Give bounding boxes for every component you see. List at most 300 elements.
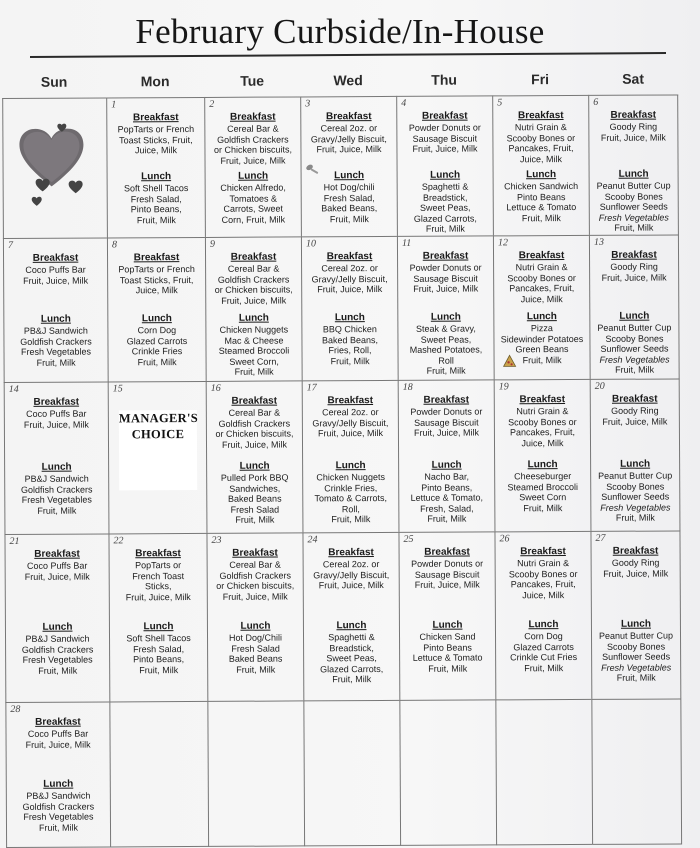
- day-cell: [399, 699, 496, 846]
- breakfast-item: Gravy/Jelly Biscuit,: [311, 273, 388, 284]
- lunch-item: Soft Shell Tacos: [126, 633, 191, 644]
- lunch-label: Lunch: [240, 620, 271, 632]
- breakfast-item: Fruit, Juice, Milk: [25, 739, 91, 750]
- breakfast-block: [497, 546, 590, 601]
- day-cell: [398, 379, 495, 532]
- breakfast-item: or Chicken biscuits,: [214, 284, 293, 296]
- day-number: 13: [593, 236, 604, 248]
- lunch-item: Lettuce & Tomato: [506, 202, 577, 213]
- lunch-block: [401, 619, 494, 674]
- lunch-label: Lunch: [526, 311, 557, 323]
- day-number: 19: [498, 381, 509, 393]
- lunch-block: [303, 170, 396, 225]
- breakfast-item: Powder Donuts or: [411, 558, 484, 569]
- breakfast-block: [593, 545, 679, 579]
- breakfast-item: or Chicken biscuits,: [213, 144, 293, 156]
- breakfast-block: [399, 250, 492, 294]
- breakfast-block: [591, 249, 677, 283]
- lunch-item: PB&J Sandwich: [25, 633, 90, 644]
- lunch-item: Tomatoes &: [229, 193, 278, 204]
- breakfast-item: Cereal Bar &: [229, 559, 281, 570]
- lunch-item: Peanut Butter Cup: [596, 180, 671, 191]
- lunch-item: Goldfish Crackers: [20, 336, 92, 347]
- breakfast-label: Breakfast: [133, 252, 180, 264]
- day-number: 23: [211, 534, 222, 546]
- day-number: 5: [497, 97, 503, 109]
- breakfast-label: Breakfast: [132, 112, 179, 124]
- lunch-item: Fruit, Milk: [236, 664, 276, 675]
- day-cell: [4, 533, 109, 702]
- breakfast-label: Breakfast: [520, 546, 566, 558]
- breakfast-item: Nutri Grain &: [515, 262, 568, 273]
- lunch-item: Sweet Peas,: [420, 334, 472, 345]
- lunch-block: [592, 458, 678, 523]
- weekday-mon: Mon: [140, 73, 170, 90]
- day-cell: [397, 235, 494, 380]
- breakfast-item: Sausage Biscuit: [414, 569, 480, 580]
- lunch-item: Fruit, Milk: [428, 663, 468, 674]
- breakfast-item: Fruit, Juice, Milk: [318, 580, 384, 591]
- lunch-item: Sunflower Seeds: [601, 491, 670, 503]
- breakfast-block: [109, 252, 204, 296]
- day-cell: [302, 380, 399, 533]
- breakfast-label: Breakfast: [518, 250, 565, 262]
- lunch-label: Lunch: [239, 460, 270, 472]
- breakfast-item: Nutri Grain &: [514, 122, 567, 133]
- breakfast-item: Toast Sticks, Fruit,: [119, 274, 194, 285]
- calendar-grid: [2, 58, 682, 848]
- lunch-item: Fresh Salad: [230, 504, 280, 515]
- lunch-block: [593, 618, 679, 683]
- lunch-item: Breadstick,: [329, 642, 374, 653]
- breakfast-item: Fruit, Juice, Milk: [317, 284, 383, 295]
- day-number: 11: [401, 237, 412, 249]
- lunch-item: Goldfish Crackers: [22, 801, 95, 812]
- breakfast-block: [108, 112, 203, 156]
- lunch-item: Fruit, Milk: [614, 222, 654, 234]
- breakfast-item: PopTarts or French: [117, 123, 195, 135]
- breakfast-block: [495, 250, 588, 305]
- lunch-block: [496, 459, 589, 514]
- lunch-block: [5, 313, 106, 368]
- weekday-wed: Wed: [333, 72, 363, 89]
- lunch-label: Lunch: [336, 620, 367, 632]
- lunch-item: Mashed Potatoes,: [409, 344, 483, 356]
- page-title: February Curbside/In-House: [135, 12, 545, 51]
- breakfast-item: Fruit, Juice, Milk: [412, 143, 478, 155]
- breakfast-label: Breakfast: [611, 249, 657, 261]
- breakfast-label: Breakfast: [325, 111, 372, 123]
- day-cell: [302, 532, 399, 701]
- breakfast-item: Fruit, Juice, Milk: [316, 144, 382, 155]
- lunch-item: Chicken Nuggets: [219, 324, 289, 335]
- breakfast-item: Juice, Milk: [521, 437, 564, 449]
- lunch-item: Lettuce & Tomato,: [410, 492, 484, 504]
- lunch-item: Peanut Butter Cup: [597, 322, 672, 333]
- weekday-tue: Tue: [240, 72, 265, 89]
- lunch-item: Hot Dog/Chili: [228, 632, 283, 643]
- breakfast-block: [400, 394, 493, 438]
- lunch-item: Fruit, Milk: [524, 662, 564, 674]
- lunch-item: PB&J Sandwich: [23, 325, 88, 336]
- day-cell: [396, 95, 493, 236]
- breakfast-item: Fruit, Juice, Milk: [24, 571, 90, 582]
- small-heart-icon: [69, 181, 83, 194]
- lunch-item: Fresh Salad,: [133, 643, 185, 654]
- day-cell: [207, 700, 304, 847]
- day-number: 8: [111, 239, 117, 251]
- breakfast-item: Nutri Grain &: [516, 406, 569, 417]
- lunch-item: Baked Beans: [227, 493, 282, 505]
- lunch-label: Lunch: [334, 170, 365, 182]
- breakfast-item: Fruit, Juice, Milk: [601, 272, 667, 283]
- heart-cluster-icon: [5, 118, 99, 208]
- breakfast-block: [206, 111, 299, 166]
- lunch-item: Fruit, Milk: [522, 354, 562, 366]
- breakfast-item: Pancakes, Fruit,: [508, 143, 574, 154]
- breakfast-item: Fruit, Juice, Milk: [23, 419, 89, 430]
- breakfast-item: Gravy/Jelly Biscuit,: [313, 569, 390, 580]
- breakfast-item: Gravy/Jelly Biscuit,: [312, 417, 389, 428]
- lunch-item: Sidewinder Potatoes: [500, 333, 584, 344]
- breakfast-item: Fruit, Juice, Milk: [603, 568, 669, 579]
- lunch-item: Pinto Beans: [423, 642, 472, 653]
- lunch-item: Fruit, Milk: [615, 512, 655, 524]
- day-cell: [107, 237, 206, 382]
- lunch-block: [591, 310, 677, 375]
- breakfast-label: Breakfast: [229, 111, 276, 123]
- lunch-item: Lettuce & Tomato: [412, 652, 483, 664]
- lunch-label: Lunch: [430, 311, 461, 323]
- lunch-item: Chicken Alfredo,: [220, 182, 286, 193]
- breakfast-block: [111, 548, 206, 603]
- day-cell: [492, 95, 589, 236]
- breakfast-item: Fruit, Juice, Milk: [222, 591, 288, 602]
- day-number: 25: [403, 533, 414, 545]
- weekday-thu: Thu: [431, 71, 457, 88]
- lunch-item: Fruit, Milk: [329, 213, 369, 225]
- small-heart-icon: [32, 197, 42, 206]
- managers-choice-box: [119, 410, 197, 490]
- breakfast-item: Cereal 2oz. or: [322, 559, 380, 570]
- lunch-item: Roll: [438, 355, 454, 366]
- lunch-item: Fresh Vegetables: [599, 354, 670, 365]
- day-cell: [106, 97, 205, 238]
- breakfast-item: Juice, Milk: [519, 153, 563, 165]
- lunch-item: Sunflower Seeds: [600, 343, 669, 355]
- lunch-block: [207, 312, 300, 377]
- lunch-label: Lunch: [620, 618, 651, 630]
- lunch-item: Pinto Beans,: [130, 204, 182, 215]
- breakfast-label: Breakfast: [32, 252, 79, 264]
- lunch-item: Fresh Vegetables: [601, 662, 672, 673]
- lunch-item: Steamed Broccoli: [218, 345, 290, 357]
- breakfast-label: Breakfast: [517, 110, 564, 122]
- breakfast-item: Fruit, Juice, Milk: [221, 439, 288, 450]
- lunch-block: [207, 170, 300, 225]
- breakfast-block: [305, 547, 398, 591]
- lunch-item: Fruit, Milk: [615, 364, 655, 376]
- breakfast-item: Goldfish Crackers: [217, 274, 290, 285]
- breakfast-item: or Chicken biscuits,: [215, 428, 294, 440]
- lunch-block: [6, 461, 107, 516]
- lunch-item: Glazed Carrots: [126, 335, 188, 346]
- breakfast-block: [401, 546, 494, 590]
- breakfast-label: Breakfast: [35, 716, 81, 728]
- day-number: 24: [307, 534, 318, 546]
- breakfast-item: Juice, Milk: [134, 145, 177, 156]
- lunch-block: [495, 169, 588, 224]
- breakfast-item: Nutri Grain &: [517, 558, 570, 569]
- lunch-item: Pinto Beans,: [421, 482, 473, 493]
- breakfast-item: Juice, Milk: [520, 293, 563, 305]
- lunch-item: Baked Beans,: [321, 334, 379, 345]
- lunch-item: Scooby Bones: [605, 333, 664, 344]
- day-number: 1: [111, 99, 117, 111]
- lunch-label: Lunch: [430, 169, 461, 181]
- breakfast-block: [5, 252, 106, 286]
- day-cell: [493, 235, 590, 380]
- breakfast-item: Fruit, Juice, Milk: [23, 275, 89, 286]
- day-cell: [206, 380, 303, 533]
- lunch-item: Fruit, Milk: [234, 366, 274, 378]
- day-cell: [303, 700, 400, 847]
- day-cell: [3, 237, 108, 382]
- lunch-label: Lunch: [141, 171, 172, 183]
- breakfast-item: Goody Ring: [609, 121, 658, 132]
- breakfast-label: Breakfast: [135, 548, 181, 560]
- breakfast-item: Scooby Bones or: [508, 416, 577, 427]
- breakfast-item: Cereal Bar &: [227, 263, 280, 274]
- breakfast-block: [6, 396, 107, 430]
- lunch-item: Sandwiches,: [229, 483, 281, 494]
- breakfast-label: Breakfast: [612, 545, 659, 557]
- breakfast-item: Pancakes, Fruit,: [509, 283, 575, 294]
- lunch-item: Corn, Fruit, Milk: [221, 214, 286, 225]
- day-cell: [5, 701, 110, 848]
- managers-choice-line1: MANAGER'S: [118, 410, 198, 426]
- breakfast-item: Goody Ring: [611, 557, 660, 568]
- lunch-block: [399, 311, 492, 376]
- lunch-item: Chicken Sandwich: [504, 180, 579, 192]
- breakfast-item: Scooby Bones or: [508, 568, 578, 579]
- breakfast-label: Breakfast: [232, 547, 278, 559]
- day-number: 21: [9, 535, 20, 547]
- breakfast-label: Breakfast: [231, 395, 278, 407]
- day-number: 6: [593, 96, 599, 108]
- breakfast-item: Powder Donuts or: [410, 406, 483, 417]
- lunch-item: Crinkle Fries,: [324, 482, 378, 493]
- lunch-block: [111, 621, 206, 676]
- day-cell: [494, 379, 591, 532]
- lunch-item: Scooby Bones: [607, 641, 666, 652]
- lunch-item: PB&J Sandwich: [26, 790, 91, 801]
- day-cell: [109, 701, 208, 848]
- lunch-block: [209, 620, 302, 675]
- lunch-label: Lunch: [141, 313, 172, 325]
- breakfast-item: Goldfish Crackers: [219, 570, 291, 581]
- breakfast-item: PopTarts or: [135, 560, 182, 571]
- breakfast-item: Fruit, Juice, Milk: [413, 283, 479, 295]
- lunch-item: Hot Dog/chili: [323, 182, 375, 193]
- lunch-item: Sweet Corn: [519, 492, 567, 503]
- day-number: 12: [497, 237, 508, 249]
- breakfast-item: Sticks,: [144, 581, 172, 592]
- lunch-label: Lunch: [431, 459, 462, 471]
- day-number: 20: [594, 380, 605, 392]
- lunch-item: Fruit, Milk: [521, 212, 561, 224]
- breakfast-block: [592, 393, 678, 427]
- lunch-label: Lunch: [40, 313, 71, 325]
- breakfast-block: [207, 251, 300, 306]
- day-cell: [301, 236, 398, 381]
- breakfast-item: Toast Sticks, Fruit,: [119, 134, 193, 145]
- lunch-item: Goldfish Crackers: [20, 484, 93, 495]
- lunch-label: Lunch: [143, 621, 174, 633]
- breakfast-block: [303, 251, 396, 295]
- day-cell: [588, 94, 679, 234]
- lunch-item: Sunflower Seeds: [602, 651, 671, 663]
- lunch-item: Fruit, Milk: [139, 664, 179, 676]
- day-number: 27: [595, 532, 606, 544]
- day-cell: [204, 96, 301, 237]
- lunch-item: Sweet Peas,: [326, 653, 377, 664]
- day-number: 2: [209, 98, 215, 110]
- breakfast-item: Goldfish Crackers: [218, 418, 291, 429]
- day-cell: [205, 236, 302, 381]
- lunch-item: Glazed Carrots,: [413, 213, 477, 224]
- breakfast-block: [496, 394, 589, 449]
- day-cell: [108, 533, 207, 702]
- weekday-sat: Sat: [622, 70, 645, 87]
- lunch-label: Lunch: [620, 458, 651, 470]
- lunch-item: Chicken Sand: [419, 631, 476, 642]
- breakfast-item: Coco Puffs Bar: [27, 728, 89, 739]
- lunch-item: Fruit, Milk: [38, 665, 78, 676]
- breakfast-item: Cereal Bar &: [228, 407, 281, 418]
- lunch-item: Nacho Bar,: [424, 471, 469, 482]
- managers-choice-line2: CHOICE: [131, 427, 185, 442]
- breakfast-item: Cereal 2oz. or: [322, 407, 379, 418]
- lunch-label: Lunch: [41, 461, 72, 473]
- lunch-item: Sweet Corn,: [229, 356, 279, 367]
- lunch-item: Fruit, Milk: [36, 357, 76, 368]
- lunch-item: Mac & Cheese: [224, 335, 284, 346]
- breakfast-label: Breakfast: [423, 394, 470, 406]
- breakfast-item: Fruit, Juice, Milk: [125, 591, 191, 603]
- lunch-item: Fruit, Milk: [426, 365, 466, 377]
- day-number: 3: [305, 98, 311, 110]
- lunch-item: Fruit, Milk: [137, 356, 177, 368]
- breakfast-item: Fruit, Juice, Milk: [317, 428, 383, 439]
- breakfast-label: Breakfast: [421, 110, 468, 122]
- lunch-label: Lunch: [238, 170, 269, 182]
- lunch-item: Fresh Vegetables: [600, 502, 671, 513]
- day-cell: [300, 96, 397, 237]
- lunch-item: Pinto Beans: [516, 191, 566, 202]
- lunch-item: Crinkle Cut Fries: [510, 652, 578, 663]
- lunch-item: Fruit, Milk: [427, 513, 467, 525]
- day-cell: [590, 378, 681, 530]
- breakfast-item: Fruit, Juice, Milk: [414, 579, 480, 591]
- breakfast-item: Juice, Milk: [135, 285, 178, 296]
- lunch-item: Fruit, Milk: [37, 505, 77, 516]
- lunch-label: Lunch: [334, 312, 365, 324]
- breakfast-item: Coco Puffs Bar: [26, 408, 87, 419]
- day-cell: [108, 381, 207, 534]
- lunch-item: Goldfish Crackers: [21, 644, 94, 655]
- weekday-sun: Sun: [40, 73, 68, 90]
- lunch-item: BBQ Chicken: [322, 324, 377, 335]
- lunch-item: Spaghetti &: [328, 632, 375, 643]
- lunch-item: Fruit, Milk: [331, 514, 371, 525]
- lunch-label: Lunch: [527, 459, 558, 471]
- lunch-item: Chicken Nuggets: [316, 472, 385, 483]
- day-cell: [494, 531, 591, 700]
- lunch-item: Sunflower Seeds: [599, 201, 668, 213]
- breakfast-label: Breakfast: [611, 393, 658, 405]
- lunch-item: Fresh Salad,: [323, 192, 375, 203]
- day-number: 14: [8, 383, 19, 395]
- lunch-item: Fruit, Milk: [425, 223, 465, 235]
- day-number: 17: [306, 382, 317, 394]
- day-cell: [4, 381, 109, 534]
- lunch-label: Lunch: [43, 778, 74, 790]
- small-heart-icon: [36, 179, 50, 192]
- lunch-item: Cheeseburger: [514, 471, 572, 482]
- breakfast-item: Cereal 2oz. or: [321, 263, 378, 274]
- breakfast-block: [304, 395, 397, 439]
- day-cell: [589, 234, 680, 378]
- breakfast-block: [494, 110, 587, 165]
- day-number: 15: [112, 383, 123, 395]
- lunch-item: Fruit, Milk: [616, 672, 656, 684]
- lunch-item: Fresh Vegetables: [598, 212, 669, 223]
- breakfast-label: Breakfast: [424, 546, 470, 558]
- breakfast-label: Breakfast: [519, 394, 566, 406]
- breakfast-item: Powder Donuts or: [409, 262, 482, 273]
- lunch-item: Baked Beans: [228, 653, 283, 665]
- lunch-item: Breadstick,: [422, 192, 468, 203]
- breakfast-item: Juice, Milk: [522, 589, 565, 601]
- breakfast-label: Breakfast: [230, 251, 277, 263]
- lunch-item: Crinkle Fries: [131, 346, 183, 357]
- breakfast-label: Breakfast: [326, 251, 373, 263]
- breakfast-item: Coco Puffs Bar: [26, 560, 88, 571]
- lunch-item: Fruit, Milk: [332, 674, 372, 685]
- spoon-icon: [306, 163, 320, 175]
- lunch-label: Lunch: [432, 619, 463, 631]
- lunch-item: Fresh Vegetables: [20, 346, 92, 358]
- breakfast-label: Breakfast: [327, 395, 374, 407]
- day-cell: [590, 530, 681, 698]
- lunch-item: Soft Shell Tacos: [123, 183, 189, 194]
- day-cell: [398, 531, 495, 700]
- lunch-block: [109, 171, 204, 226]
- breakfast-item: French Toast: [132, 570, 185, 581]
- lunch-block: [304, 460, 397, 525]
- lunch-label: Lunch: [335, 460, 366, 472]
- breakfast-block: [590, 109, 676, 143]
- day-number: 9: [209, 238, 215, 250]
- breakfast-label: Breakfast: [34, 548, 80, 560]
- day-number: 28: [10, 703, 21, 715]
- day-number: 18: [402, 381, 413, 393]
- breakfast-item: PopTarts or French: [118, 263, 195, 275]
- day-number: 4: [401, 97, 407, 109]
- day-cell: [495, 699, 592, 846]
- lunch-item: Fruit, Milk: [523, 502, 563, 514]
